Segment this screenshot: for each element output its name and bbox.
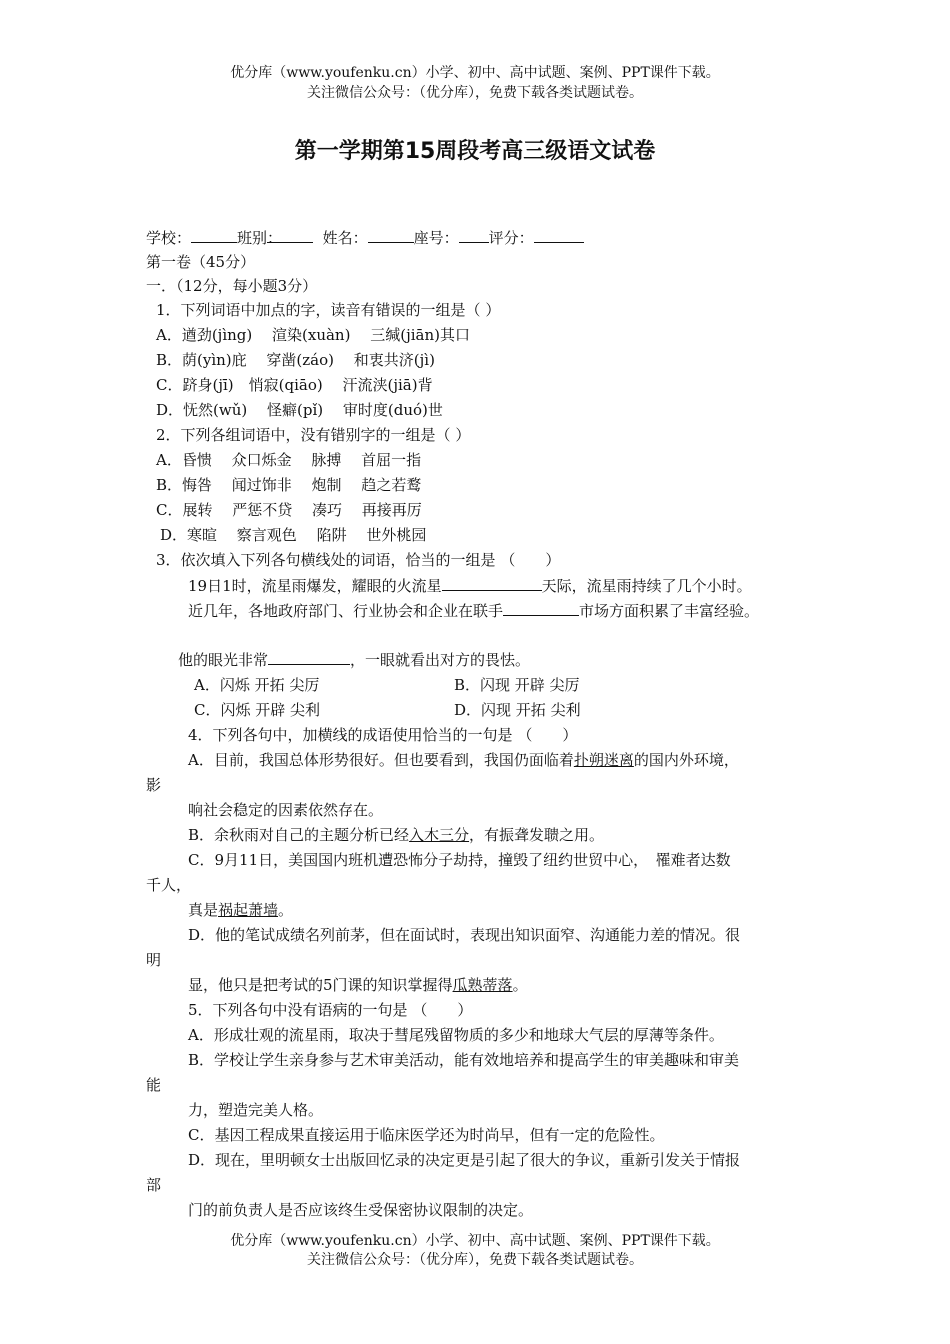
q4-a-wrap: 影 [146,776,162,794]
school-label: 学校： [146,229,192,247]
q3-s3-part1: 他的眼光非常 [178,651,269,669]
q5-option-d: D．现在，里明顿女士出版回忆录的决定更是引起了很大的争议，重新引发关于情报 [188,1151,741,1169]
name-label: 姓名： [322,229,368,247]
q3-option-a: A．闪烁 开拓 尖厉 [194,676,320,694]
q4-stem: 4．下列各句中，加横线的成语使用恰当的一句是 （ ） [188,726,578,744]
score-label: 评分： [488,229,534,247]
header-line-1: 优分库（www.youfenku.cn）小学、初中、高中试题、案例、PPT课件下载。 [230,65,720,81]
q1-stem: 1．下列词语中加点的字，读音有错误的一组是（ ） [156,301,501,319]
q4-d-part2: 显，他只是把考试的5门课的知识掌握得 [188,976,453,994]
section-heading: 一．（12分，每小题3分） [146,277,318,295]
q5-d-continued: 门的前负责人是否应该终生受保密协议限制的决定。 [188,1201,534,1219]
q5-option-b: B．学校让学生亲身参与艺术审美活动，能有效地培养和提高学生的审美趣味和审美 [188,1051,740,1069]
q4-option-a [188,750,739,770]
q5-option-a: A．形成壮观的流星雨，取决于彗尾残留物质的多少和地球大气层的厚薄等条件。 [188,1026,724,1044]
q4-c-part3: 。 [278,901,294,919]
part-heading: 第一卷（45分） [146,253,256,271]
q3-blank-2[interactable] [503,601,579,616]
q5-b-continued: 力，塑造完美人格。 [188,1101,324,1119]
q1-option-d: D．怃然(wǔ) 怪癖(pǐ) 审时度(duó)世 [156,401,443,419]
name-blank[interactable] [368,228,414,243]
q2-stem: 2．下列各组词语中，没有错别字的一组是（ ） [156,426,471,444]
seat-blank[interactable] [459,228,489,243]
q3-s1-part1: 19日1时，流星雨爆发，耀眼的火流星 [188,577,442,595]
q3-option-c: C．闪烁 开辟 尖利 [194,701,321,719]
q4-c-wrap: 千人， [146,876,192,894]
q1-option-c: C．跻身(jī) 悄寂(qiāo) 汗流浃(jiā)背 [156,376,433,394]
q4-a-part1: A．目前，我国总体形势很好。但也要看到，我国仍面临着 [188,751,574,769]
q4-c-continued [188,900,293,920]
class-label: 班别 [237,229,268,247]
footer-line-1: 优分库（www.youfenku.cn）小学、初中、高中试题、案例、PPT课件下载。 [230,1233,720,1249]
q2-option-b: B．悔咎 闻过饰非 炮制 趋之若鹜 [156,476,422,494]
score-blank[interactable] [534,228,584,243]
student-info-line [146,228,584,248]
q4-a-part2: 的国内外环境， [633,751,739,769]
q4-a-continued: 响社会稳定的因素依然存在。 [188,801,384,819]
q4-b-part2: ，有振聋发聩之用。 [469,826,605,844]
q1-option-b: B．荫(yìn)庇 穿凿(záo) 和衷共济(jì) [156,351,435,369]
q5-b-wrap: 能 [146,1076,162,1094]
q2-option-a: A．昏愦 众口烁金 脉搏 首屈一指 [156,451,422,469]
q3-sentence-2 [188,601,759,621]
q4-option-d: D．他的笔试成绩名列前茅，但在面试时，表现出知识面窄、沟通能力差的情况。很 [188,926,741,944]
q4-option-b [188,825,604,845]
q4-d-idiom: 瓜熟蒂落 [452,976,513,994]
footer-line-2: 关注微信公众号：（优分库），免费下载各类试题试卷。 [307,1252,643,1268]
class-blank[interactable] [267,228,313,247]
class-colon: ： [267,229,283,247]
q4-a-idiom: 扑朔迷离 [573,751,634,769]
q3-blank-3[interactable] [268,650,350,665]
q4-b-idiom: 入木三分 [409,826,470,844]
q2-option-c: C．展转 严惩不贷 凑巧 再接再厉 [156,501,422,519]
q3-option-d: D．闪现 开拓 尖利 [454,701,581,719]
q3-blank-1[interactable] [442,576,542,591]
school-blank[interactable] [191,228,237,243]
q3-sentence-1 [188,576,752,596]
q4-b-part1: B．余秋雨对自己的主题分析已经 [188,826,410,844]
q4-d-part3: 。 [512,976,528,994]
q3-s1-part2: 天际，流星雨持续了几个小时。 [541,577,752,595]
q5-d-wrap: 部 [146,1176,162,1194]
q4-d-wrap: 明 [146,951,162,969]
q5-option-c: C．基因工程成果直接运用于临床医学还为时尚早，但有一定的危险性。 [188,1126,665,1144]
page-title: 第一学期第15周段考高三级语文试卷 [294,139,656,164]
q4-d-continued [188,975,528,995]
q1-option-a: A．遒劲(jìng) 渲染(xuàn) 三缄(jiān)其口 [156,326,470,344]
q4-option-c: C．9月11日，美国国内班机遭恐怖分子劫持，撞毁了纽约世贸中心， 罹难者达数 [188,851,731,869]
seat-label: 座号： [413,229,459,247]
q3-option-b: B．闪现 开辟 尖厉 [454,676,580,694]
q3-stem: 3．依次填入下列各句横线处的词语，恰当的一组是 （ ） [156,551,561,569]
q3-sentence-3 [178,650,530,670]
q4-c-idiom: 祸起萧墙 [218,901,279,919]
q3-s3-part2: ，一眼就看出对方的畏怯。 [350,651,531,669]
q2-option-d: D．寒暄 察言观色 陷阱 世外桃园 [160,526,427,544]
q3-s2-part1: 近几年，各地政府部门、行业协会和企业在联手 [188,602,504,620]
q5-stem: 5．下列各句中没有语病的一句是 （ ） [188,1001,473,1019]
q4-c-part2: 真是 [188,901,219,919]
header-line-2: 关注微信公众号：（优分库），免费下载各类试题试卷。 [307,85,643,101]
q3-s2-part2: 市场方面积累了丰富经验。 [579,602,760,620]
